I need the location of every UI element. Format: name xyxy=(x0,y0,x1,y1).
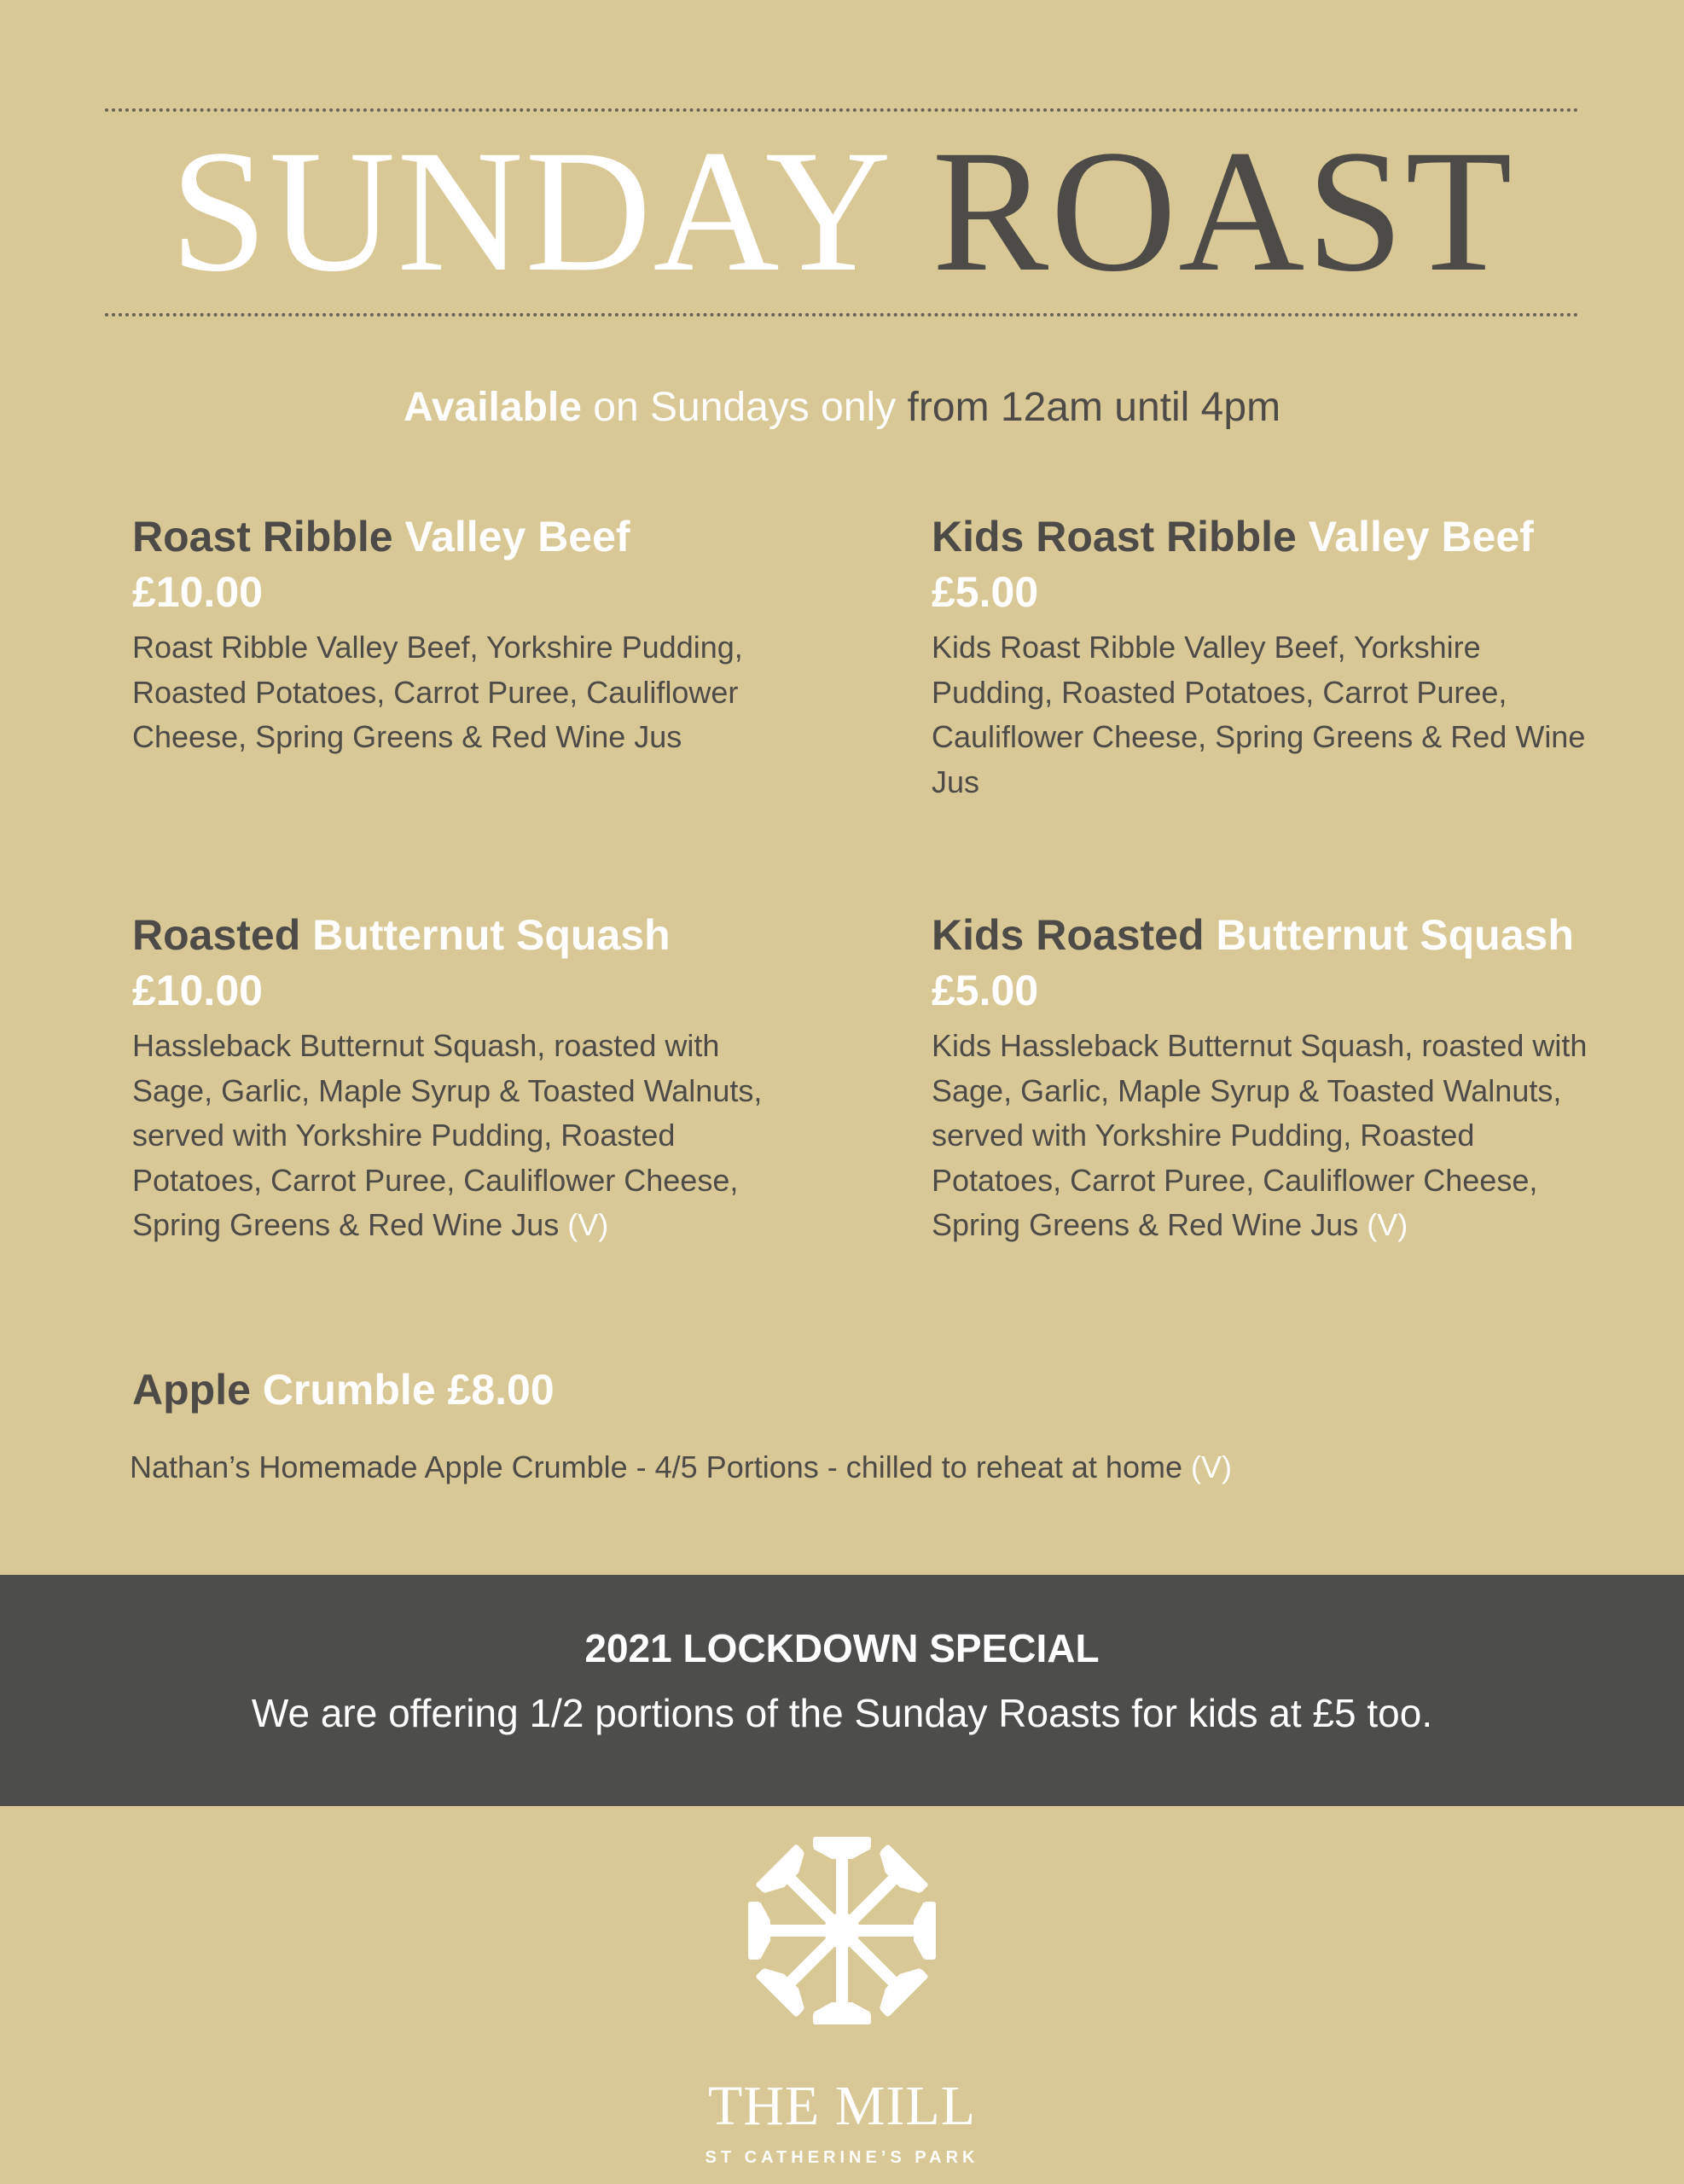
dessert-description xyxy=(130,1446,1232,1489)
vegetarian-tag: (V) xyxy=(567,1207,609,1242)
menu-item-title xyxy=(132,908,789,1019)
dessert-price: £8.00 xyxy=(447,1366,555,1414)
description-text: Roast Ribble Valley Beef, Yorkshire Pudding, Roasted Potatoes, Carrot Puree, Cauliflower Cheese, Spring Greens & Red Wine Jus xyxy=(132,630,743,754)
description-text: Kids Roast Ribble Valley Beef, Yorkshire Pudding, Roasted Potatoes, Carrot Puree, Cauliflower Cheese, Spring Greens & Red Wine Jus xyxy=(932,630,1586,799)
menu-item-title xyxy=(132,509,789,620)
menu-item-description xyxy=(132,1024,789,1248)
description-text: Hassleback Butternut Squash, roasted with Sage, Garlic, Maple Syrup & Toasted Walnuts, served with Yorkshire Pudding, Roasted Potatoes, Carrot Puree, Cauliflower Cheese, Spring Greens & Red Wine Jus xyxy=(132,1028,763,1242)
title-light-word: SUNDAY xyxy=(170,114,887,308)
menu-item-butternut-squash xyxy=(132,908,789,1248)
menu-item-name-dark: Kids Roast Ribble xyxy=(932,513,1297,561)
menu-item-price: £10.00 xyxy=(132,967,263,1014)
top-dotted-rule xyxy=(105,108,1579,112)
menu-item-name-light: Butternut Squash xyxy=(1216,911,1574,959)
menu-item-kids-butternut-squash xyxy=(932,908,1588,1248)
title-dark-word: ROAST xyxy=(932,114,1514,308)
availability-line xyxy=(0,382,1684,433)
lockdown-special-banner xyxy=(0,1575,1684,1806)
availability-hours: from 12am until 4pm xyxy=(907,385,1281,430)
menu-item-price: £5.00 xyxy=(932,967,1039,1014)
menu-item-description xyxy=(132,625,789,760)
menu-item-description xyxy=(932,1024,1588,1248)
special-title: 2021 LOCKDOWN SPECIAL xyxy=(584,1626,1100,1670)
brand-name: THE MILL xyxy=(707,2075,977,2137)
vegetarian-tag: (V) xyxy=(1191,1449,1232,1484)
menu-item-name-light: Valley Beef xyxy=(404,513,630,561)
bottom-dotted-rule xyxy=(105,313,1579,317)
mill-wheel-icon xyxy=(744,1833,940,2029)
description-text: Kids Hassleback Butternut Squash, roasted with Sage, Garlic, Maple Syrup & Toasted Walnuts, served with Yorkshire Pudding, Roasted Potatoes, Carrot Puree, Cauliflower Cheese, Spring Greens & Red Wine Jus xyxy=(932,1028,1588,1242)
menu-item-name-light: Butternut Squash xyxy=(312,911,671,959)
menu-item-name-dark: Roasted xyxy=(132,911,301,959)
menu-item-roast-beef xyxy=(132,509,789,760)
menu-item-title xyxy=(932,509,1588,620)
menu-item-description xyxy=(932,625,1588,804)
description-text: Nathan’s Homemade Apple Crumble - 4/5 Portions - chilled to reheat at home xyxy=(130,1449,1182,1484)
vegetarian-tag: (V) xyxy=(1367,1207,1408,1242)
menu-item-price: £5.00 xyxy=(932,568,1039,616)
availability-days: on Sundays only xyxy=(593,385,897,430)
dessert-name-dark: Apple xyxy=(132,1366,251,1414)
menu-item-kids-roast-beef xyxy=(932,509,1588,804)
brand-subtitle: ST CATHERINE’S PARK xyxy=(705,2148,979,2167)
menu-item-name-light: Valley Beef xyxy=(1308,513,1534,561)
dessert-title xyxy=(132,1362,555,1418)
menu-item-price: £10.00 xyxy=(132,568,263,616)
availability-label: Available xyxy=(403,385,582,430)
page-title xyxy=(0,114,1684,308)
special-text: We are offering 1/2 portions of the Sunday Roasts for kids at £5 too. xyxy=(251,1691,1433,1735)
menu-item-title xyxy=(932,908,1588,1019)
dessert-name-light: Crumble xyxy=(262,1366,436,1414)
menu-item-name-dark: Kids Roasted xyxy=(932,911,1205,959)
menu-item-name-dark: Roast Ribble xyxy=(132,513,393,561)
